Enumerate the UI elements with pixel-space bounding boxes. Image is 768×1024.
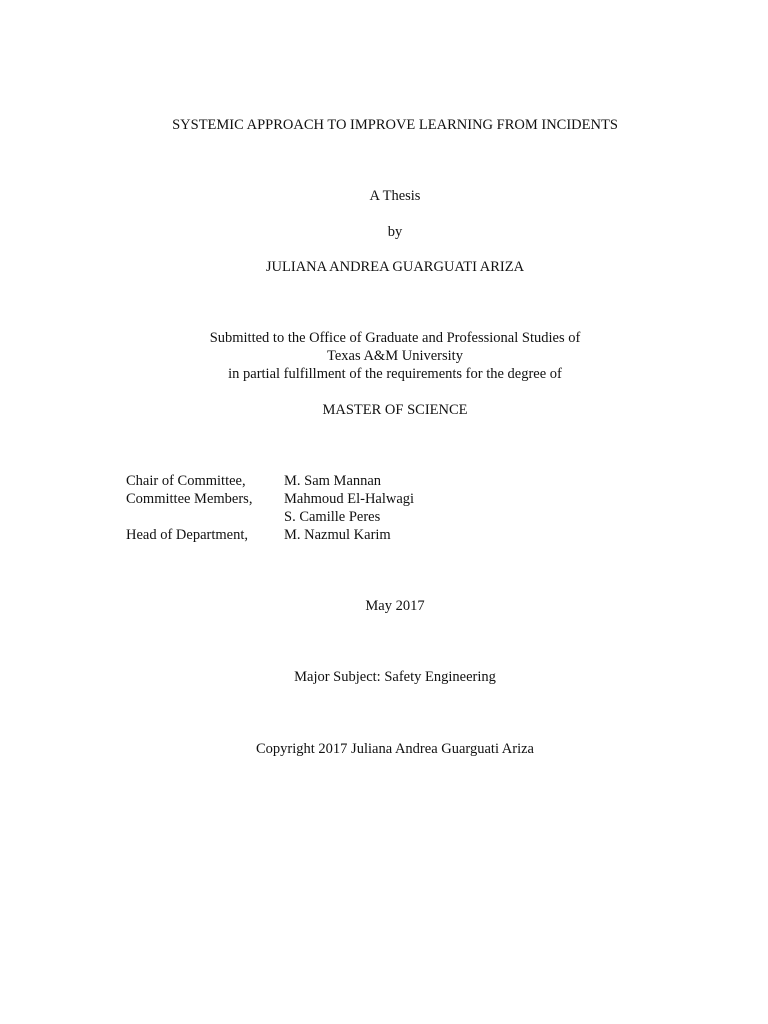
submission-line-2: Texas A&M University bbox=[327, 348, 463, 364]
submission-date: May 2017 bbox=[365, 598, 425, 614]
committee-member-name: M. Sam Mannan bbox=[284, 473, 382, 489]
committee-member-name: M. Nazmul Karim bbox=[284, 527, 391, 543]
submission-line-1: Submitted to the Office of Graduate and Professional Studies of bbox=[209, 330, 581, 346]
degree-name: MASTER OF SCIENCE bbox=[322, 402, 468, 418]
committee-member-name: Mahmoud El-Halwagi bbox=[284, 491, 415, 507]
submission-line-3: in partial fulfillment of the requirements for the degree of bbox=[228, 366, 562, 382]
thesis-title: SYSTEMIC APPROACH TO IMPROVE LEARNING FROM INCIDENTS bbox=[172, 117, 618, 133]
committee-member-name: S. Camille Peres bbox=[284, 509, 381, 525]
by-label: by bbox=[387, 224, 403, 240]
author-name: JULIANA ANDREA GUARGUATI ARIZA bbox=[265, 259, 525, 275]
committee-role: Head of Department, bbox=[126, 527, 248, 543]
major-subject: Major Subject: Safety Engineering bbox=[294, 669, 496, 685]
committee-role: Chair of Committee, bbox=[126, 473, 246, 489]
copyright-notice: Copyright 2017 Juliana Andrea Guarguati Ariza bbox=[256, 741, 534, 757]
committee-role: Committee Members, bbox=[126, 491, 253, 507]
document-type: A Thesis bbox=[369, 188, 421, 204]
